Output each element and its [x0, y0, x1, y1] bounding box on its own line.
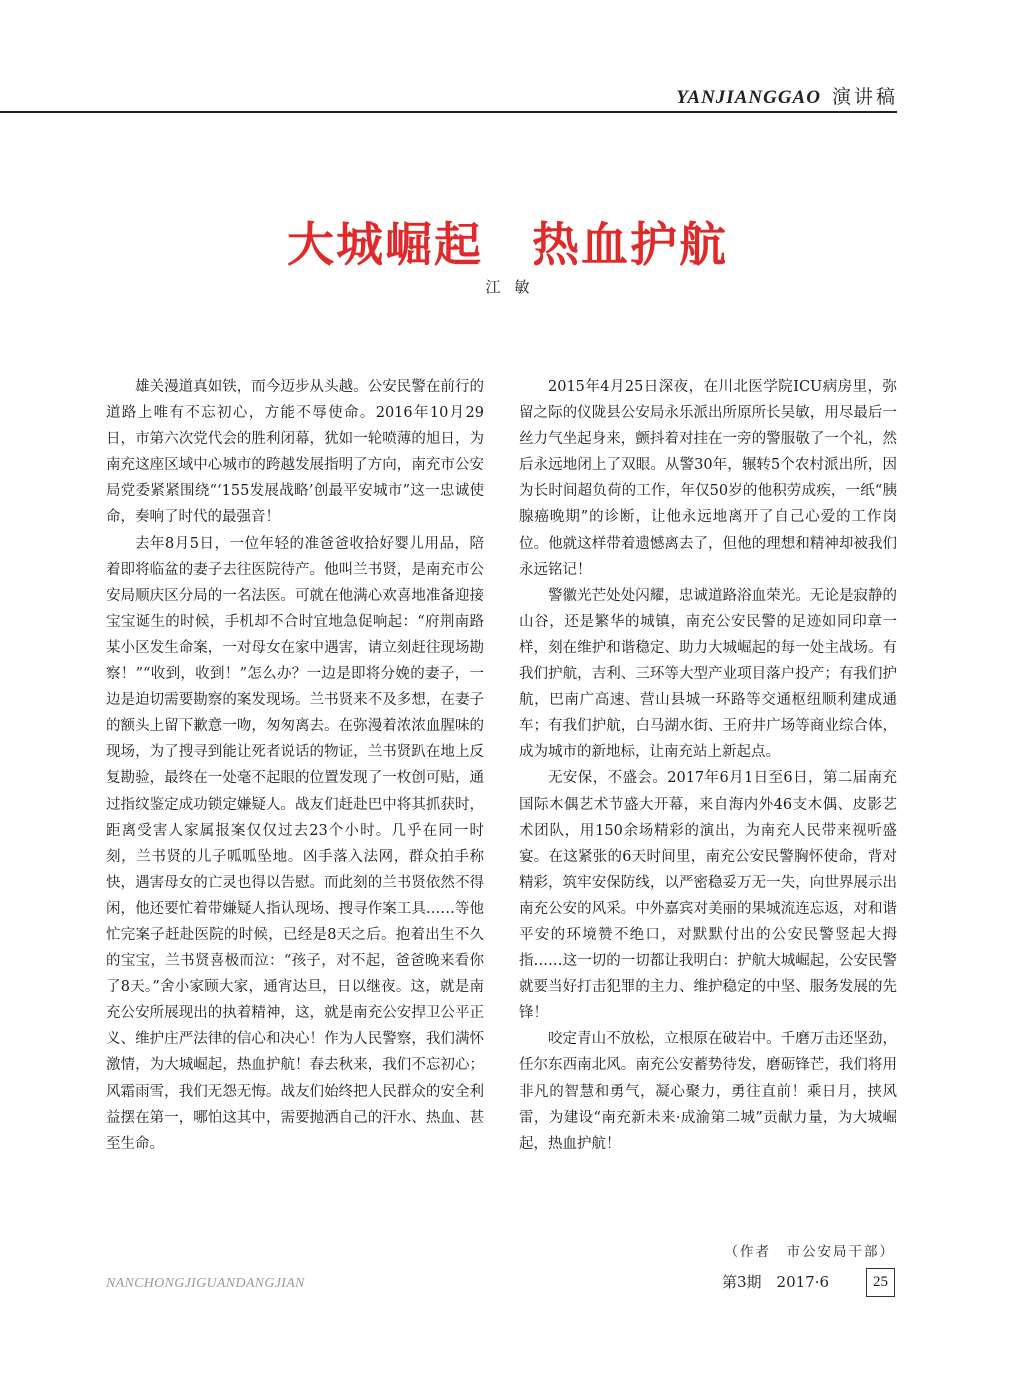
paragraph: 2015年4月25日深夜，在川北医学院ICU病房里，弥留之际的仪陇县公安局永乐派出所原所长吴敏，用尽最后一丝力气坐起身来，颤抖着对挂在一旁的警服敬了一个礼，然后永远地闭上了双眼。从警30年，辗转5个农村派出所，因为长时间超负荷的工作，年仅50岁的他积劳成疾，一纸“胰腺癌晚期”的诊断，让他永远地离开了自己心爱的工作岗位。他就这样带着遗憾离去了，但他的理想和精神却被我们永远铭记！ — [519, 379, 897, 578]
journal-name-en: YANJIANGGAO — [676, 87, 821, 108]
running-header — [676, 82, 898, 109]
paragraph: 咬定青山不放松，立根原在破岩中。千磨万击还坚劲，任尔东西南北风。南充公安蓄势待发，磨砺锋芒，我们将用非凡的智慧和勇气，凝心聚力，勇往直前！乘日月，挟风雷，为建设“南充新未来·成渝第二城”贡献力量，为大城崛起，热血护航！ — [519, 1031, 897, 1152]
right-column — [519, 374, 897, 1157]
paragraph: 去年8月5日，一位年轻的准爸爸收拾好婴儿用品，陪着即将临盆的妻子去往医院待产。他叫兰书贤，是南充市公安局顺庆区分局的一名法医。可就在他满心欢喜地准备迎接宝宝诞生的时候，手机却不合时宜地急促响起：“府荆南路某小区发生命案，一对母女在家中遇害，请立刻赶往现场勘察！”“收到，收到！”怎么办？一边是即将分娩的妻子，一边是迫切需要勘察的案发现场。兰书贤来不及多想，在妻子的额头上留下歉意一吻，匆匆离去。在弥漫着浓浓血腥味的现场，为了搜寻到能让死者说话的物证，兰书贤趴在地上反复勘验，最终在一处毫不起眼的位置发现了一枚创可贴，通过指纹鉴定成功锁定嫌疑人。战友们赶赴巴中将其抓获时，距离受害人家属报案仅仅过去23个小时。几乎在同一时刻，兰书贤的儿子呱呱坠地。凶手落入法网，群众拍手称快，遇害母女的亡灵也得以告慰。而此刻的兰书贤依然不得闲，他还要忙着带嫌疑人指认现场、搜寻作案工具……等他忙完案子赶赴医院的时候，已经是8天之后。抱着出生不久的宝宝，兰书贤喜极而泣：“孩子，对不起，爸爸晚来看你了8天。”舍小家顾大家，通宵达旦，日以继夜。这，就是南充公安所展现出的执着精神，这，就是南充公安捍卫公平正义、维护庄严法律的信心和决心！作为人民警察，我们满怀激情，为大城崛起，热血护航！春去秋来，我们不忘初心；风霜雨雪，我们无怨无悔。战友们始终把人民群众的安全利益摆在第一，哪怕这其中，需要抛洒自己的汗水、热血、甚至生命。 — [106, 535, 484, 1152]
paragraph: 无安保，不盛会。2017年6月1日至6日，第二届南充国际木偶艺术节盛大开幕，来自海内外46支木偶、皮影艺术团队，用150余场精彩的演出，为南充人民带来视听盛宴。在这紧张的6天时间里，南充公安民警胸怀使命，背对精彩，筑牢安保防线，以严密稳妥万无一失，向世界展示出南充公安的风采。中外嘉宾对美丽的果城流连忘返，对和谐平安的环境赞不绝口，对默默付出的公安民警竖起大拇指……这一切的一切都让我明白：护航大城崛起，公安民警就要当好打击犯罪的主力、维护稳定的中坚、服务发展的先锋！ — [519, 770, 897, 1022]
article-title: 大城崛起 热血护航 — [287, 218, 728, 273]
paragraph: 雄关漫道真如铁，而今迈步从头越。公安民警在前行的道路上唯有不忘初心，方能不辱使命。2016年10月29日，市第六次党代会的胜利闭幕，犹如一轮喷薄的旭日，为南充这座区域中心城市的跨越发展指明了方向，南充市公安局党委紧紧围绕“‘155发展战略’创最平安城市”这一忠诚使命，奏响了时代的最强音！ — [106, 379, 484, 526]
journal-name-zh: 演讲稿 — [831, 86, 898, 108]
page-number: 25 — [866, 1268, 895, 1297]
author-signature: （作者 市公安局干部） — [724, 1244, 895, 1260]
header-rule — [0, 111, 897, 113]
article-author: 江敏 — [485, 278, 544, 296]
paragraph: 警徽光芒处处闪耀，忠诚道路浴血荣光。无论是寂静的山谷，还是繁华的城镇，南充公安民警的足迹如同印章一样，刻在维护和谐稳定、助力大城崛起的每一处主战场。有我们护航，吉利、三环等大型产业项目落户投产；有我们护航，巴南广高速、营山县城一环路等交通枢纽顺利建成通车；有我们护航，白马湖水街、王府井广场等商业综合体，成为城市的新地标，让南充站上新起点。 — [519, 587, 897, 761]
footer-journal-name: NANCHONGJIGUANDANGJIAN — [106, 1276, 305, 1291]
footer-issue: 第3期 2017·6 — [722, 1273, 830, 1291]
left-column — [106, 374, 484, 1157]
